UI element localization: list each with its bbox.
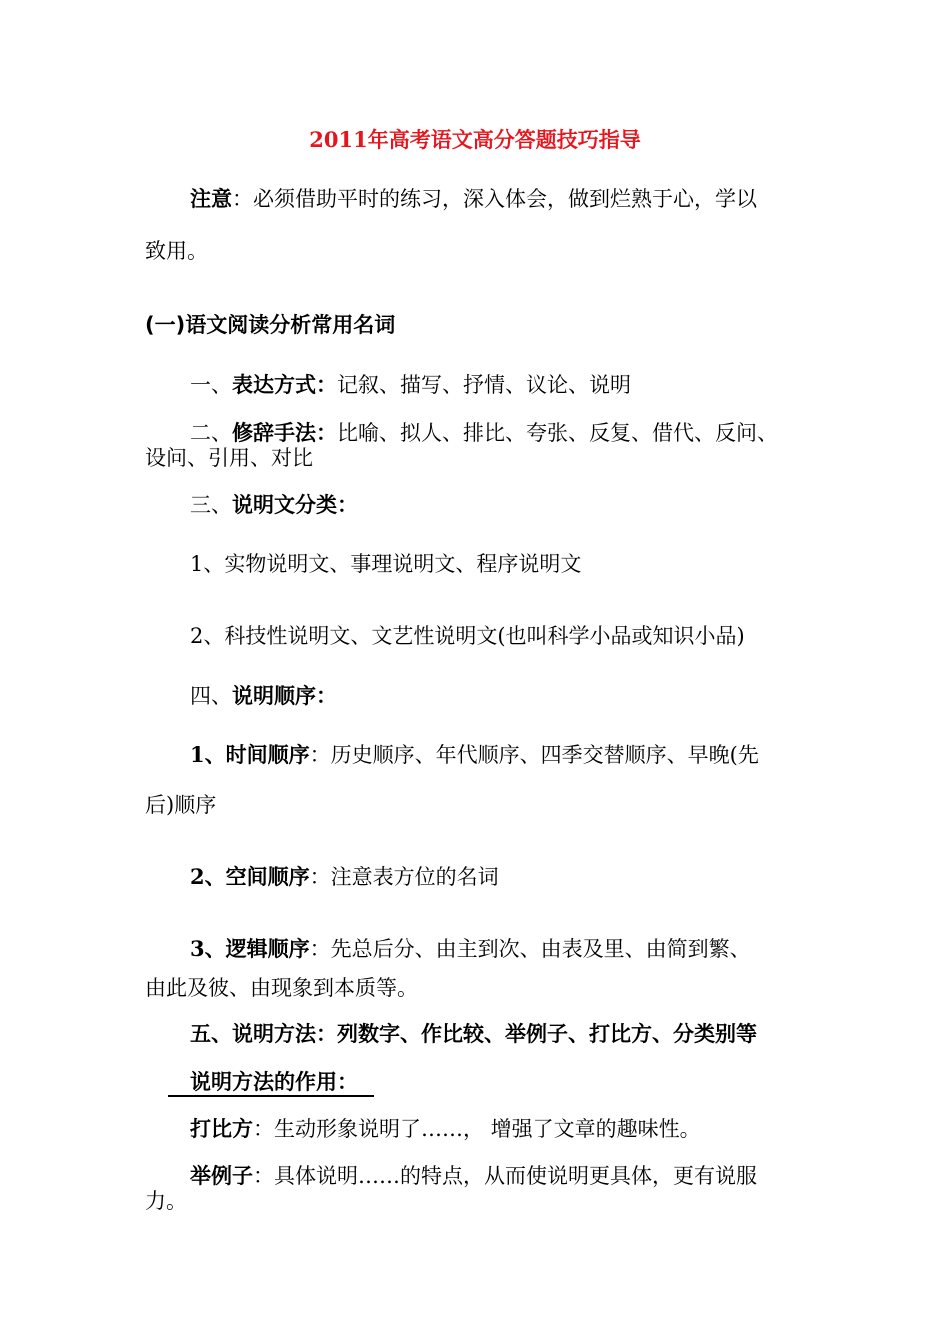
document-title: 2011年高考语文高分答题技巧指导 <box>309 127 641 152</box>
item-prefix: 四、 <box>190 684 232 708</box>
method-label: 打比方 <box>190 1116 253 1141</box>
order-text: ：历史顺序、年代顺序、四季交替顺序、早晚(先 <box>309 743 759 767</box>
item-text: 比喻、拟人、排比、夸张、反复、借代、反问、 <box>337 421 778 445</box>
item-expository-types <box>190 492 358 518</box>
order-logic-line-1 <box>190 936 751 962</box>
item-label: 说明文分类： <box>232 492 358 517</box>
note-text: ：必须借助平时的练习，深入体会，做到烂熟于心，学以 <box>232 187 757 211</box>
method-example-line-2: 力。 <box>145 1189 187 1213</box>
order-time-line-1 <box>190 742 759 768</box>
method-text: ：生动形象说明了……， 增强了文章的趣味性。 <box>253 1117 701 1141</box>
order-logic-line-2: 由此及彼、由现象到本质等。 <box>145 976 418 1000</box>
item-label: 说明顺序： <box>232 683 337 708</box>
order-text: ：先总后分、由主到次、由表及里、由简到繁、 <box>309 937 751 961</box>
expository-type-2: 2、科技性说明文、文艺性说明文(也叫科学小品或知识小品) <box>190 624 745 648</box>
methods-heading <box>168 1069 374 1095</box>
order-text: ：注意表方位的名词 <box>309 865 499 889</box>
item-expository-methods: 五、说明方法：列数字、作比较、举例子、打比方、分类别等 <box>190 1021 757 1046</box>
item-prefix: 二、 <box>190 421 232 445</box>
item-rhetoric-line-1 <box>190 420 778 446</box>
method-metaphor <box>190 1116 701 1142</box>
item-text: 记叙、描写、抒情、议论、说明 <box>337 373 631 397</box>
order-time-line-2: 后)顺序 <box>145 793 217 817</box>
item-label: 修辞手法： <box>232 420 337 445</box>
item-rhetoric-line-2: 设问、引用、对比 <box>145 446 313 470</box>
item-label: 表达方式： <box>232 372 337 397</box>
order-space <box>190 864 499 890</box>
note-label: 注意 <box>190 186 232 211</box>
expository-type-1: 1、实物说明文、事理说明文、程序说明文 <box>190 552 582 576</box>
order-label: 2、空间顺序 <box>190 864 310 889</box>
note-line-2: 致用。 <box>145 239 208 263</box>
methods-heading-text: 说明方法的作用： <box>168 1069 374 1097</box>
item-prefix: 一、 <box>190 373 232 397</box>
item-expression-methods <box>190 372 631 398</box>
item-prefix: 三、 <box>190 493 232 517</box>
method-text: ：具体说明……的特点，从而使说明更具体，更有说服 <box>253 1164 757 1188</box>
order-label: 3、逻辑顺序 <box>190 936 310 961</box>
note-line-1 <box>190 186 757 212</box>
section-heading: (一)语文阅读分析常用名词 <box>145 313 396 337</box>
method-example-line-1 <box>190 1163 757 1189</box>
method-label: 举例子 <box>190 1163 253 1188</box>
order-label: 1、时间顺序 <box>190 742 310 767</box>
item-expository-order <box>190 683 337 709</box>
